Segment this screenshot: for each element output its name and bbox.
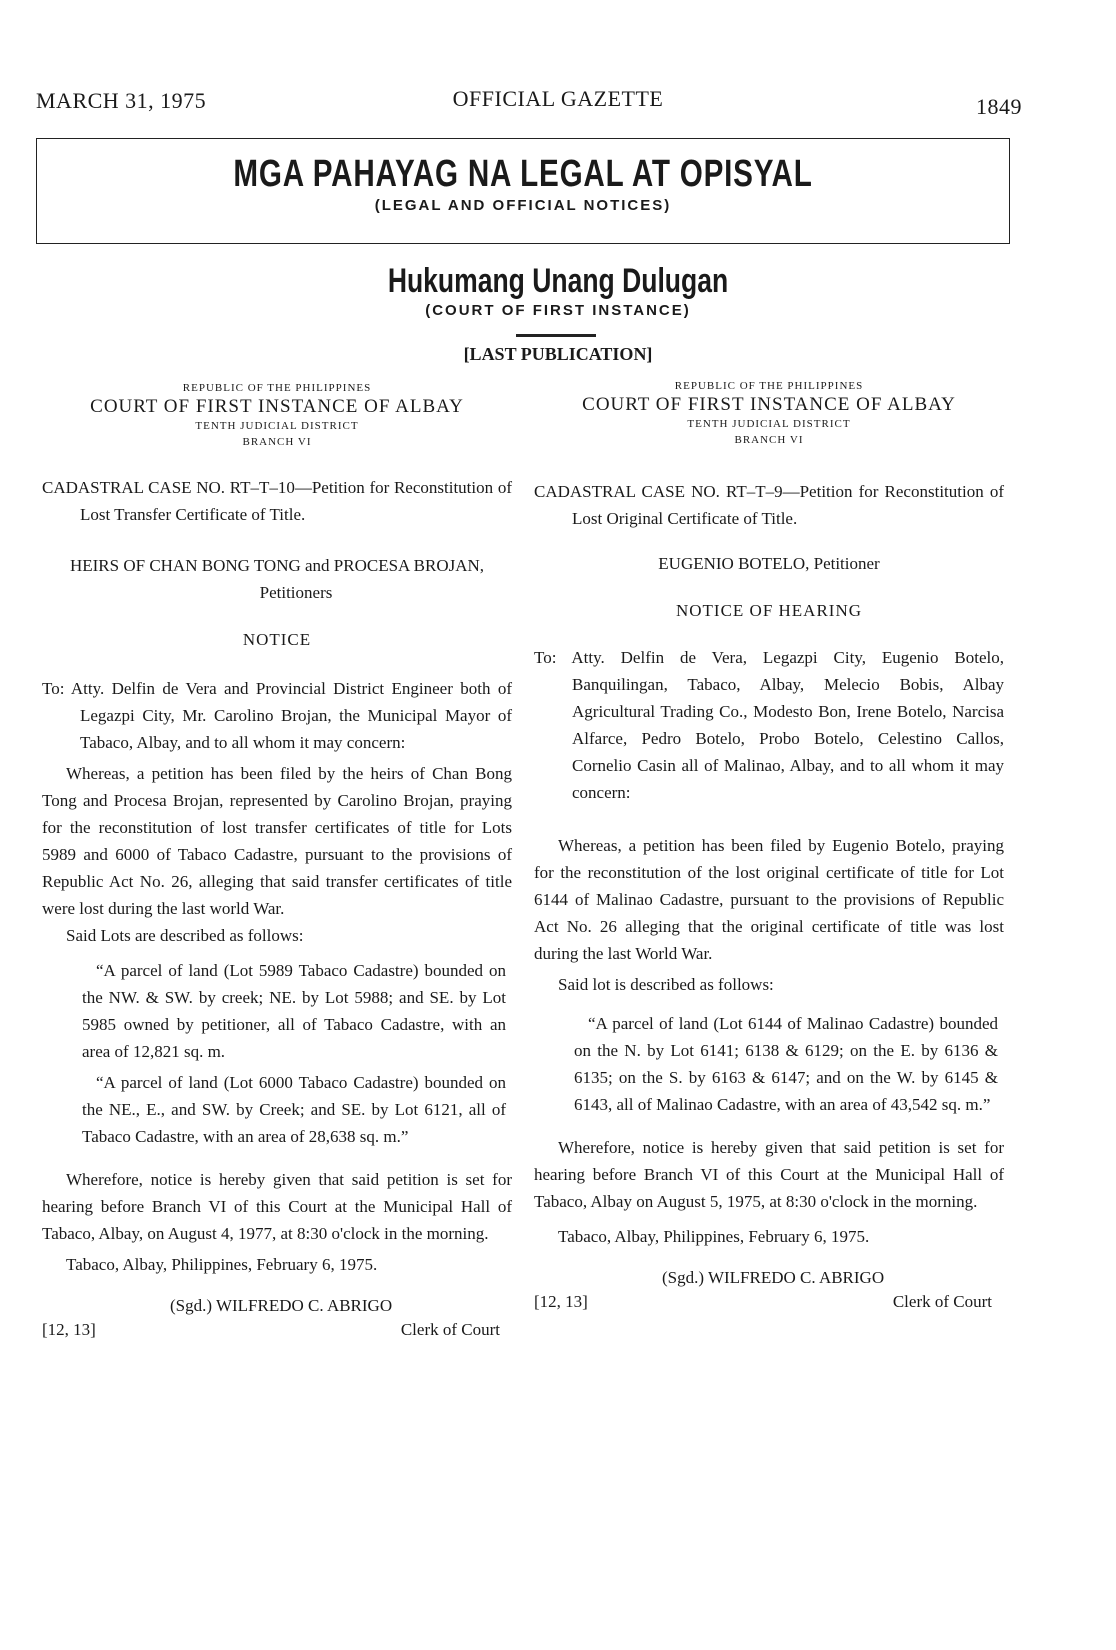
notice-heading: NOTICE OF HEARING [675,601,863,620]
notice-heading: NOTICE [242,630,312,649]
branch-line: BRANCH VI [242,436,312,448]
banner-subtitle: (LEGAL AND OFFICIAL NOTICES) [374,197,672,214]
signature: (Sgd.) WILFREDO C. ABRIGO [662,1268,885,1287]
court-name: COURT OF FIRST INSTANCE OF ALBAY [582,394,956,415]
addressees: To: Atty. Delfin de Vera and Provincial District Engineer both of Legazpi City, Mr. Carolino Brojan, the Municipal Mayor of Tabaco, Albay, and to all whom it may concern: [42,679,512,752]
court-name: COURT OF FIRST INSTANCE OF ALBAY [90,396,464,417]
wherefore-paragraph: Wherefore, notice is hereby given that said petition is set for hearing before Branch VI of this Court at the Municipal Hall of Tabaco, Albay on August 5, 1975, at 8:30 o'clock in the morning. [534,1138,1004,1211]
reference-number: [12, 13] [42,1320,96,1339]
lot-description-1: “A parcel of land (Lot 5989 Tabaco Cadastre) bounded on the NW. & SW. by creek; NE. by Lot 5988; and SE. by Lot 5985 owned by petitioner, all of Tabaco Cadastre, with an area of 12,821 sq. m. [82,961,506,1061]
reference-number: [12, 13] [534,1292,588,1311]
banner-title: MGA PAHAYAG NA LEGAL AT OPISYAL [233,153,813,195]
whereas-paragraph: Whereas, a petition has been filed by Eugenio Botelo, praying for the reconstitution of the lost original certificate of title for Lot 6144 of Malinao Cadastre, pursuant to the provisions of Republic Act No. 26 alleging that the original certificate of title was lost during the last World War. [534,836,1004,963]
branch-line: BRANCH VI [734,434,804,446]
addressees: To: Atty. Delfin de Vera, Legazpi City, Eugenio Botelo, Banquilingan, Tabaco, Albay, Melecio Bobis, Albay Agricultural Trading Co., Modesto Bon, Irene Botelo, Narcisa Alfarce, Pedro Botelo, Probo Botelo, Celestino Callos, Cornelio Casin all of Malinao, Albay, and to all whom it may concern: [534,648,1004,802]
clerk-title: Clerk of Court [892,1292,992,1311]
legal-notices-banner [36,138,1010,244]
described-line: Said lot is described as follows: [558,975,774,994]
petitioners: HEIRS OF CHAN BONG TONG and PROCESA BROJAN, Petitioners [69,556,485,602]
republic-line: REPUBLIC OF THE PHILIPPINES [182,382,372,394]
district-line: TENTH JUDICIAL DISTRICT [195,420,359,432]
header-page-number: 1849 [976,94,1022,119]
clerk-title: Clerk of Court [400,1320,500,1339]
notice-left [42,380,512,1348]
signature-block [534,1264,1004,1320]
republic-line: REPUBLIC OF THE PHILIPPINES [674,380,864,392]
court-subtitle: (COURT OF FIRST INSTANCE) [425,302,691,319]
case-title: CADASTRAL CASE NO. RT–T–9—Petition for Reconstitution of Lost Original Certificate of Title. [534,482,1004,528]
lot-description: “A parcel of land (Lot 6144 of Malinao Cadastre) bounded on the N. by Lot 6141; 6138 & 6129; on the E. by 6136 & 6135; on the S. by 6163 & 6147; and on the W. by 6145 & 6143, all of Malinao Cadastre, with an area of 43,542 sq. m.” [574,1014,998,1114]
signature: (Sgd.) WILFREDO C. ABRIGO [170,1296,393,1315]
court-title: Hukumang Unang Dulugan [387,262,729,300]
publication-tag: [LAST PUBLICATION] [463,344,653,364]
notice-right [534,378,1004,1320]
wherefore-paragraph: Wherefore, notice is hereby given that said petition is set for hearing before Branch VI of this Court at the Municipal Hall of Tabaco, Albay, on August 4, 1977, at 8:30 o'clock in the morning. [42,1170,512,1243]
lot-description-2: “A parcel of land (Lot 6000 Tabaco Cadastre) bounded on the NE., E., and SW. by Creek; and SE. by Lot 6121, all of Tabaco Cadastre, with an area of 28,638 sq. m.” [82,1073,506,1146]
petitioner: EUGENIO BOTELO, Petitioner [658,554,880,573]
case-title: CADASTRAL CASE NO. RT–T–10—Petition for Reconstitution of Lost Transfer Certificate of Title. [42,478,512,524]
divider [516,334,596,337]
described-line: Said Lots are described as follows: [66,926,304,945]
whereas-paragraph: Whereas, a petition has been filed by the heirs of Chan Bong Tong and Procesa Brojan, represented by Carolino Brojan, praying for the reconstitution of lost transfer certificates of title for Lots 5989 and 6000 of Tabaco Cadastre, pursuant to the provisions of Republic Act No. 26, alleging that said transfer certificates of title were lost during the last world War. [42,764,512,918]
district-line: TENTH JUDICIAL DISTRICT [687,418,851,430]
header-gazette: OFFICIAL GAZETTE [452,86,664,111]
date-line: Tabaco, Albay, Philippines, February 6, 1975. [66,1255,378,1274]
date-line: Tabaco, Albay, Philippines, February 6, 1975. [558,1227,870,1246]
header-date: MARCH 31, 1975 [36,88,207,113]
signature-block [42,1292,512,1348]
